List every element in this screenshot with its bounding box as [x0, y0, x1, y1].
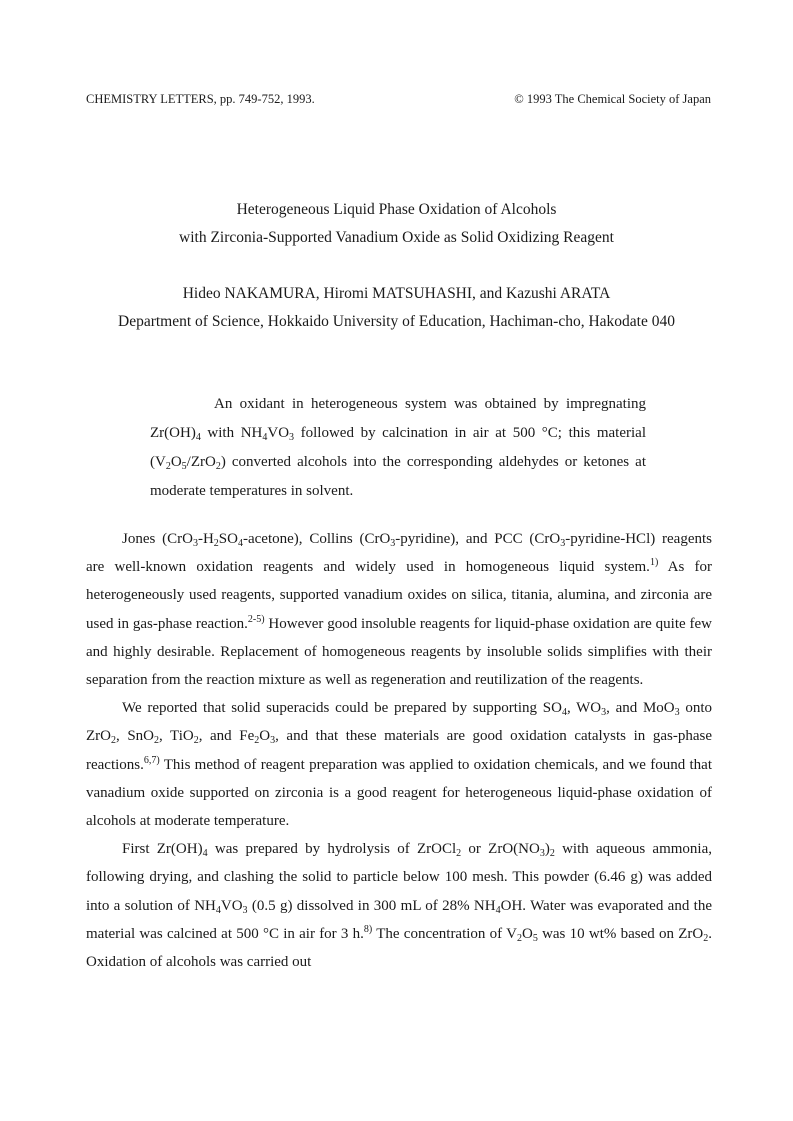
body-text: , and that these materials are good oxidation catalysts in gas-phase reactions.	[86, 728, 712, 773]
subscript: 4	[262, 432, 268, 443]
body-text: . Oxidation of alcohols was carried out	[86, 925, 713, 971]
body-text: -pyridine-HCl) reagents are well-known oxidation reagents and widely used in homogeneous liquid system.	[86, 531, 712, 576]
running-header	[86, 92, 711, 107]
body-text: VO	[220, 897, 243, 914]
abstract-text: An oxidant in heterogeneous system was obtained by impregnating Zr(OH)	[150, 396, 646, 441]
article-body	[86, 525, 712, 976]
subscript: 5	[532, 932, 538, 944]
subscript: 2	[456, 848, 462, 860]
body-text: , and MoO	[606, 700, 675, 717]
body-text: As for heterogeneously used reagents, supported vanadium oxides on silica, titania, alumina, and zirconia are used in gas-phase reaction.	[86, 559, 713, 632]
body-text: with aqueous ammonia, following drying, and clashing the solid to particle below 100 mesh. This powder (6.46 g) was added into a solution of NH	[86, 841, 712, 914]
abstract-text: O	[170, 454, 182, 470]
subscript: 2	[213, 538, 219, 549]
subscript: 2	[254, 735, 260, 747]
subscript: 2	[703, 932, 709, 944]
subscript: 3	[539, 848, 545, 860]
author-block	[0, 280, 793, 336]
reference-marker: 2-5)	[247, 613, 265, 625]
body-text: -pyridine), and PCC (CrO	[395, 531, 561, 547]
body-text: , WO	[566, 700, 602, 717]
body-text: -H	[197, 531, 214, 547]
title-line-2: with Zirconia-Supported Vanadium Oxide as Solid Oxidizing Reagent	[179, 229, 614, 246]
body-text: was 10 wt% based on ZrO	[537, 925, 704, 942]
subscript: 3	[601, 707, 607, 719]
subscript: 3	[270, 735, 276, 747]
reference-marker: 6,7)	[143, 754, 160, 766]
subscript: 4	[237, 538, 243, 549]
subscript: 3	[289, 432, 295, 443]
body-text: This method of reagent preparation was applied to oxidation chemicals, and we found that vanadium oxide supported on zirconia is a good reagent for heterogeneous liquid-phase oxidation of alcohols at moderate temperature.	[86, 756, 712, 830]
body-text: Jones (CrO	[122, 531, 193, 547]
subscript: 3	[242, 904, 248, 916]
subscript: 2	[516, 932, 522, 944]
subscript: 3	[390, 538, 396, 549]
subscript: 4	[215, 904, 221, 916]
body-text: O	[521, 925, 533, 942]
paragraph-3	[86, 835, 712, 976]
body-text: was prepared by hydrolysis of ZrOCl	[207, 841, 457, 858]
subscript: 4	[495, 904, 501, 916]
subscript: 5	[181, 461, 187, 472]
article-title	[0, 196, 793, 252]
abstract-text: /ZrO	[186, 454, 216, 470]
subscript: 4	[202, 848, 208, 860]
title-line-1: Heterogeneous Liquid Phase Oxidation of Alcohols	[236, 201, 557, 218]
paragraph-1	[86, 525, 712, 694]
body-text: SO	[218, 531, 238, 547]
abstract-text: ) converted alcohols into the corresponding aldehydes or ketones at moderate temperatures in solvent.	[150, 454, 646, 499]
abstract	[150, 390, 646, 506]
body-text: )	[544, 841, 550, 858]
body-text: OH. Water was evaporated and the material was calcined at 500 °C in air for 3 h.	[86, 897, 712, 942]
abstract-text: followed by calcination in air at 500 °C; this material (V	[150, 425, 646, 470]
body-text: However good insoluble reagents for liquid-phase oxidation are quite few and highly desirable. Replacement of homogeneous reagents by insoluble solids simplifies with their separation from the reaction mixture as well as regeneration and reutilization of the reagents.	[86, 615, 712, 689]
body-text: First Zr(OH)	[122, 841, 203, 858]
body-text: or ZrO(NO	[461, 841, 540, 858]
body-text: , TiO	[159, 728, 194, 745]
body-text: , and Fe	[198, 728, 255, 745]
subscript: 3	[560, 538, 566, 549]
paragraph-2	[86, 694, 712, 835]
subscript: 2	[193, 735, 199, 747]
abstract-text: with NH	[200, 425, 263, 441]
subscript: 3	[192, 538, 198, 549]
body-text: We reported that solid superacids could be prepared by supporting SO	[122, 700, 562, 717]
copyright-notice: © 1993 The Chemical Society of Japan	[514, 92, 711, 106]
reference-marker: 1)	[649, 557, 659, 569]
body-text: The concentration of V	[372, 925, 517, 942]
body-text: , SnO	[116, 728, 154, 745]
subscript: 2	[111, 735, 116, 747]
subscript: 2	[154, 735, 159, 747]
body-text: (0.5 g) dissolved in 300 mL of 28% NH	[247, 897, 496, 914]
author-affiliation: Department of Science, Hokkaido University of Education, Hachiman-cho, Hakodate 040	[118, 313, 675, 330]
subscript: 2	[165, 461, 171, 472]
abstract-text: VO	[267, 425, 290, 441]
body-text: onto ZrO	[86, 700, 713, 745]
reference-marker: 8)	[363, 923, 373, 935]
subscript: 4	[195, 432, 201, 443]
author-names: Hideo NAKAMURA, Hiromi MATSUHASHI, and Kazushi ARATA	[182, 285, 611, 302]
subscript: 3	[674, 707, 680, 719]
body-text: -acetone), Collins (CrO	[242, 531, 391, 547]
subscript: 2	[549, 848, 555, 860]
body-text: O	[259, 728, 271, 745]
subscript: 4	[561, 707, 567, 719]
subscript: 2	[215, 461, 221, 472]
journal-citation: CHEMISTRY LETTERS, pp. 749-752, 1993.	[86, 92, 315, 106]
